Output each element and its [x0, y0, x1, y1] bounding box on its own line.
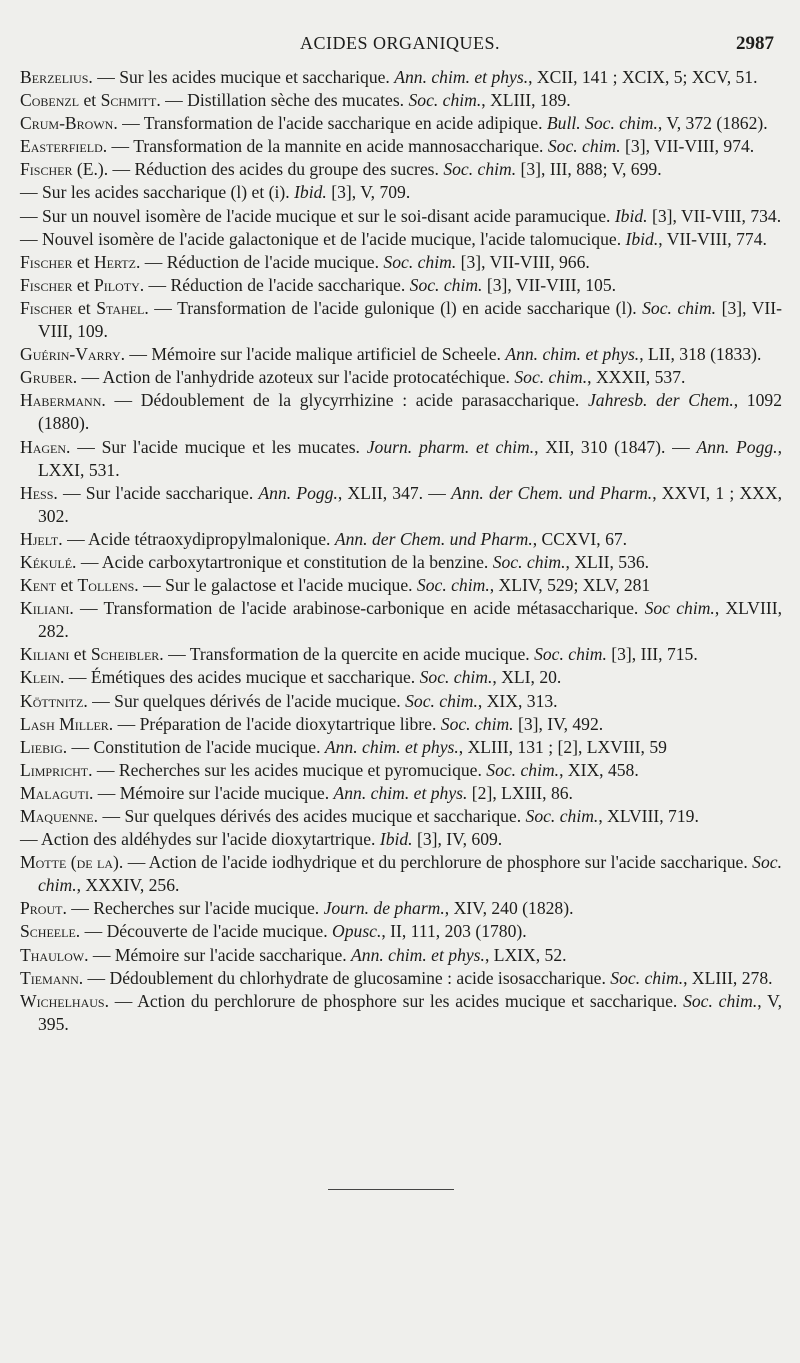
reference-coauthor: Hertz. [93, 251, 141, 272]
reference-entry [20, 897, 782, 920]
reference-title: — Réduction de l'acide mucique. [140, 251, 384, 272]
reference-author: Gruber. [20, 367, 78, 388]
reference-coauthor: Tollens. [77, 575, 139, 596]
reference-author: Fischer (E.). [20, 159, 109, 180]
reference-detail: [3], V, 709. [326, 182, 411, 203]
reference-source: Soc. chim. [405, 690, 478, 711]
reference-entry [20, 366, 782, 389]
reference-author: Thaulow. [20, 944, 89, 965]
reference-author: Habermann. [20, 390, 106, 411]
reference-title: — Réduction de l'acide saccharique. [144, 274, 410, 295]
reference-entry [20, 597, 782, 643]
reference-title: — Transformation de l'acide saccharique en acide adipique. [117, 113, 547, 134]
reference-author: Limpricht. [20, 759, 93, 780]
reference-source: Soc. chim. [492, 551, 566, 572]
reference-entry [20, 990, 782, 1036]
reference-source: Soc. chim. [610, 967, 684, 988]
reference-connector: et [72, 297, 97, 318]
reference-source: Soc. chim. [408, 90, 482, 111]
reference-title: — Acide carboxytartronique et constitution de la benzine. [76, 551, 493, 572]
reference-author: Hess. [20, 482, 58, 503]
reference-entry [20, 66, 782, 89]
reference-source: Ann. chim. et phys. [351, 944, 485, 965]
reference-connector: et [56, 575, 78, 596]
reference-entry [20, 690, 782, 713]
reference-title: — Nouvel isomère de l'acide galactonique et de l'acide mucique, l'acide talomucique. [20, 228, 626, 249]
reference-source: Ibid. [614, 205, 648, 226]
reference-coauthor: Piloty. [93, 274, 145, 295]
reference-detail: , XLIII, 131 ; [2], LXVIII, 59 [458, 736, 667, 757]
reference-entry [20, 944, 782, 967]
reference-detail: , 1092 (1880). [38, 390, 782, 434]
reference-detail: , CCXVI, 67. [532, 528, 628, 549]
reference-source: Soc. chim. [38, 852, 782, 896]
reference-author: Crum-Brown. [20, 113, 118, 134]
reference-author: Liebig. [20, 736, 68, 757]
reference-title: — Constitution de l'acide mucique. [67, 736, 325, 757]
reference-source: Soc. chim. [514, 367, 588, 388]
reference-author: Hagen. [20, 436, 71, 457]
reference-entry [20, 528, 782, 551]
reference-detail: , XCII, 141 ; XCIX, 5; XCV, 51. [528, 67, 758, 87]
reference-author: Scheele. [20, 921, 81, 942]
reference-detail: [3], VII-VIII, 974. [620, 136, 755, 157]
reference-entry [20, 759, 782, 782]
reference-title: — Distillation sèche des mucates. [160, 90, 409, 111]
reference-entry [20, 112, 782, 135]
reference-detail: , XLIII, 189. [481, 90, 571, 111]
reference-detail: , LXIX, 52. [484, 944, 567, 965]
reference-author: Fischer [20, 251, 73, 272]
reference-source: Soc. chim. [525, 806, 599, 826]
reference-author: Cobenzl [20, 90, 80, 111]
reference-entry [20, 551, 782, 574]
reference-title: — Recherches sur les acides mucique et pyromucique. [92, 759, 487, 780]
reference-source: Soc. chim. [440, 713, 514, 734]
reference-title: — Sur le galactose et l'acide mucique. [138, 575, 417, 596]
reference-source-secondary: Ann. Pogg. [696, 436, 778, 457]
reference-detail: , XLII, 347. — [337, 482, 452, 503]
reference-detail: , V, 395. [38, 990, 782, 1034]
reference-detail: , XIX, 458. [559, 759, 639, 780]
reference-detail: [3], VII-VIII, 105. [482, 274, 617, 295]
reference-author: Tiemann. [20, 967, 84, 988]
reference-title: — Acide tétraoxydipropylmalonique. [62, 528, 335, 549]
reference-entry [20, 297, 782, 343]
reference-source: Soc. chim. [443, 159, 517, 180]
reference-detail: , VII-VIII, 774. [658, 228, 767, 249]
reference-title: — Émétiques des acides mucique et saccharique. [64, 667, 420, 688]
reference-detail: , XLIII, 278. [683, 967, 773, 988]
reference-title: — Transformation de l'acide arabinose-carbonique en acide métasaccharique. [73, 598, 645, 619]
reference-source: Soc. chim. [547, 136, 621, 157]
reference-author: Fischer [20, 297, 73, 318]
reference-entry [20, 274, 782, 297]
reference-connector: et [72, 274, 94, 295]
reference-source: Soc. chim. [383, 251, 457, 272]
reference-source: Ann. chim. et phys. [333, 782, 468, 803]
reference-detail: , XXXIV, 256. [76, 875, 180, 896]
reference-title: — Recherches sur l'acide mucique. [66, 898, 324, 919]
reference-title: — Action de l'acide iodhydrique et du perchlorure de phosphore sur l'acide saccharique. [123, 852, 753, 873]
reference-entry [20, 181, 782, 204]
reference-source: Ann. chim. et phys. [505, 344, 640, 365]
reference-title: — Sur un nouvel isomère de l'acide mucique et sur le soi-disant acide paramucique. [20, 205, 615, 226]
reference-author: Kent [20, 575, 57, 596]
reference-author: Prout. [20, 898, 67, 919]
reference-title: — Sur quelques dérivés de l'acide mucique. [87, 690, 406, 711]
reference-author: Kiliani. [20, 598, 74, 619]
reference-detail: [3], VII-VIII, 109. [38, 297, 782, 342]
reference-detail: [3], IV, 609. [412, 829, 503, 850]
reference-connector: et [79, 90, 101, 111]
reference-detail: , II, 111, 203 (1780). [381, 921, 527, 942]
reference-detail: [2], LXIII, 86. [467, 782, 573, 803]
reference-detail: , XLVIII, 282. [38, 598, 782, 642]
reference-source: Ann. chim. et phys. [394, 67, 529, 87]
reference-detail: , XII, 310 (1847). — [534, 436, 697, 457]
page-header [0, 33, 800, 59]
reference-title: — Sur les acides mucique et saccharique. [92, 67, 395, 87]
reference-source: Soc. chim. [642, 297, 717, 318]
reference-detail: [3], III, 888; V, 699. [516, 159, 662, 180]
reference-title: — Dédoublement de la glycyrrhizine : acide parasaccharique. [105, 390, 588, 411]
reference-author: Berzelius. [20, 67, 93, 87]
reference-entry [20, 389, 782, 435]
reference-title: — Transformation de la mannite en acide mannosaccharique. [107, 136, 548, 157]
reference-entry [20, 89, 782, 112]
reference-entry [20, 574, 782, 597]
reference-connector: et [72, 251, 94, 272]
reference-coauthor: Stahel. [96, 297, 149, 318]
reference-detail-secondary: , LXXI, 531. [38, 436, 782, 480]
reference-entry [20, 228, 782, 251]
reference-source: Bull. Soc. chim. [546, 113, 658, 134]
reference-detail: , XLII, 536. [565, 551, 650, 572]
reference-detail: , XLIV, 529; XLV, 281 [489, 575, 651, 596]
reference-entry [20, 967, 782, 990]
reference-author: Hjelt. [20, 528, 63, 549]
reference-title: — Dédoublement du chlorhydrate de glucosamine : acide isosaccharique. [83, 967, 611, 988]
reference-author: Maquenne. [20, 806, 99, 826]
reference-source: Ann. Pogg. [258, 482, 338, 503]
reference-author: Motte (de la). [20, 852, 124, 873]
reference-author: Easterfield. [20, 136, 108, 157]
reference-source: Ann. chim. et phys. [324, 736, 459, 757]
reference-entry [20, 205, 782, 228]
reference-source: Soc. chim. [409, 274, 483, 295]
reference-source: Journ. de pharm. [323, 898, 445, 919]
reference-title: — Action de l'anhydride azoteux sur l'acide protocatéchique. [77, 367, 515, 388]
reference-author: Fischer [20, 274, 73, 295]
reference-source: Ibid. [379, 829, 413, 850]
reference-entry [20, 920, 782, 943]
reference-detail: , V, 372 (1862). [657, 113, 768, 134]
reference-source: Jahresb. der Chem. [587, 390, 734, 411]
reference-entry [20, 666, 782, 689]
reference-author: Malaguti. [20, 782, 94, 803]
reference-detail: , XIX, 313. [477, 690, 558, 711]
reference-title: — Mémoire sur l'acide malique artificiel de Scheele. [125, 344, 506, 365]
reference-author: Guérin-Varry. [20, 344, 126, 365]
reference-entry [20, 436, 782, 482]
reference-title: — Sur les acides saccharique (l) et (i). [20, 182, 295, 203]
reference-coauthor: Scheibler. [90, 644, 164, 665]
reference-title: — Action des aldéhydes sur l'acide dioxytartrique. [20, 829, 380, 850]
reference-entry [20, 828, 782, 851]
reference-detail: [3], IV, 492. [513, 713, 604, 734]
reference-detail: [3], VII-VIII, 734. [647, 205, 782, 226]
reference-source: Soc. chim. [419, 667, 493, 688]
reference-detail: , LII, 318 (1833). [639, 344, 762, 365]
reference-source: Soc. chim. [534, 644, 607, 665]
reference-entry [20, 713, 782, 736]
reference-coauthor: Schmitt. [100, 90, 161, 111]
reference-entry [20, 851, 782, 897]
reference-source: Ibid. [294, 182, 327, 203]
reference-title: — Transformation de la quercite en acide mucique. [163, 644, 535, 665]
reference-entry [20, 343, 782, 366]
reference-entry [20, 158, 782, 181]
reference-detail: [3], VII-VIII, 966. [456, 251, 590, 272]
reference-entry [20, 135, 782, 158]
reference-author: Lash Miller. [20, 713, 114, 734]
reference-source-secondary: Ann. der Chem. und Pharm. [451, 482, 653, 503]
reference-entry [20, 643, 782, 666]
reference-source: Soc. chim. [683, 990, 758, 1011]
reference-entry [20, 805, 782, 828]
reference-detail: , XLVIII, 719. [598, 806, 699, 826]
reference-title: — Sur l'acide mucique et les mucates. [70, 436, 367, 457]
reference-title: — Sur quelques dérivés des acides mucique et saccharique. [98, 806, 526, 826]
reference-title: — Mémoire sur l'acide saccharique. [88, 944, 352, 965]
reference-title: — Préparation de l'acide dioxytartrique libre. [113, 713, 441, 734]
reference-detail-secondary: , XXVI, 1 ; XXX, 302. [38, 482, 782, 526]
reference-detail: , XIV, 240 (1828). [444, 898, 574, 919]
reference-entry [20, 782, 782, 805]
reference-source: Journ. pharm. et chim. [366, 436, 535, 457]
bibliography-list [20, 66, 782, 1036]
reference-author: Kiliani [20, 644, 70, 665]
reference-detail: , XLI, 20. [492, 667, 562, 688]
reference-connector: et [69, 644, 91, 665]
reference-author: Kékulé. [20, 551, 77, 572]
reference-author: Wichelhaus. [20, 990, 110, 1011]
section-rule [328, 1189, 454, 1190]
reference-source: Ibid. [625, 228, 659, 249]
reference-author: Köttnitz. [20, 690, 88, 711]
reference-title: — Action du perchlorure de phosphore sur les acides mucique et saccharique. [109, 990, 684, 1011]
reference-title: — Transformation de l'acide gulonique (l) en acide saccharique (l). [148, 297, 643, 318]
reference-source: Soc chim. [644, 598, 715, 619]
reference-source: Soc. chim. [416, 575, 490, 596]
running-title: ACIDES ORGANIQUES. [299, 33, 500, 53]
reference-source: Ann. der Chem. und Pharm. [334, 528, 533, 549]
reference-title: — Réduction des acides du groupe des sucres. [108, 159, 444, 180]
reference-source: Opusc. [332, 921, 382, 942]
reference-source: Soc. chim. [486, 759, 560, 780]
reference-entry [20, 251, 782, 274]
reference-title: — Sur l'acide saccharique. [57, 482, 259, 503]
reference-author: Klein. [20, 667, 65, 688]
reference-entry [20, 482, 782, 528]
reference-detail: [3], III, 715. [606, 644, 698, 665]
page-number: 2987 [736, 33, 774, 54]
reference-detail: , XXXII, 537. [587, 367, 686, 388]
reference-title: — Mémoire sur l'acide mucique. [93, 782, 334, 803]
reference-title: — Découverte de l'acide mucique. [80, 921, 333, 942]
reference-entry [20, 736, 782, 759]
